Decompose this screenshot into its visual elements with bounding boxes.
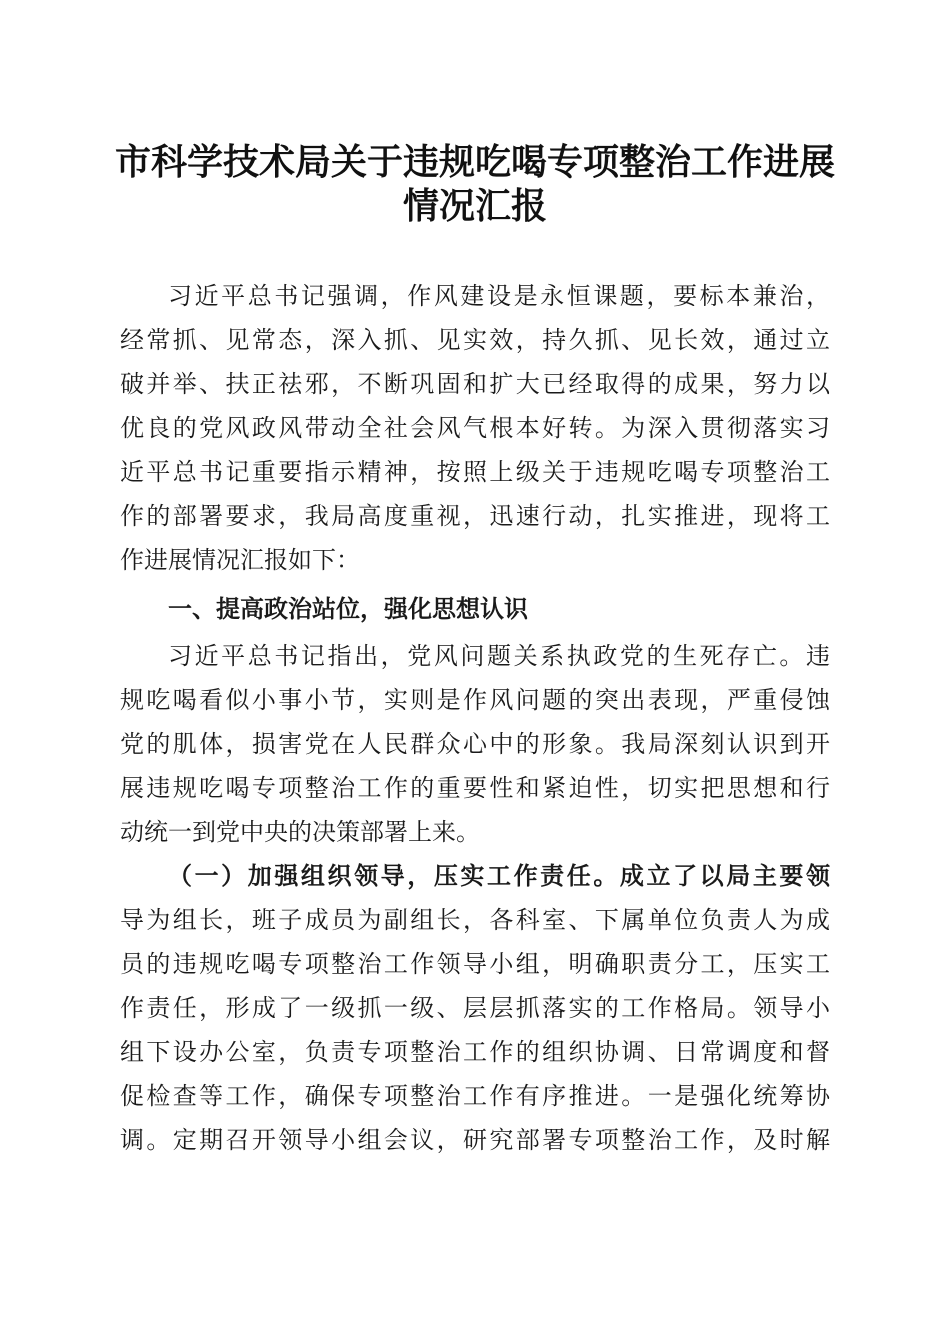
body-line: 规吃喝看似小事小节，实则是作风问题的突出表现，严重侵蚀 bbox=[120, 686, 830, 714]
body-line: 作的部署要求，我局高度重视，迅速行动，扎实推进，现将工 bbox=[120, 502, 830, 530]
document-title-line-1: 市科学技术局关于违规吃喝专项整治工作进展 bbox=[114, 141, 835, 183]
body-line: 导为组长，班子成员为副组长，各科室、下属单位负责人为成 bbox=[120, 906, 830, 934]
document-title-line-2: 情况汇报 bbox=[402, 185, 547, 227]
body-line: 展违规吃喝专项整治工作的重要性和紧迫性，切实把思想和行 bbox=[120, 774, 830, 802]
body-line: 破并举、扶正祛邪，不断巩固和扩大已经取得的成果，努力以 bbox=[120, 370, 830, 398]
body-line: 近平总书记重要指示精神，按照上级关于违规吃喝专项整治工 bbox=[120, 458, 830, 486]
body-line: 经常抓、见常态，深入抓、见实效，持久抓、见长效，通过立 bbox=[120, 326, 830, 354]
body-line: 调。定期召开领导小组会议，研究部署专项整治工作，及时解 bbox=[120, 1126, 830, 1154]
body-line: 党的肌体，损害党在人民群众心中的形象。我局深刻认识到开 bbox=[120, 730, 830, 758]
body-line: 员的违规吃喝专项整治工作领导小组，明确职责分工，压实工 bbox=[120, 950, 830, 978]
section-heading: 一、提高政治站位，强化思想认识 bbox=[168, 595, 528, 623]
body-line: 动统一到党中央的决策部署上来。 bbox=[120, 818, 480, 846]
body-line: 优良的党风政风带动全社会风气根本好转。为深入贯彻落实习 bbox=[120, 414, 830, 442]
body-line: 习近平总书记指出，党风问题关系执政党的生死存亡。违 bbox=[168, 642, 830, 670]
subsection-label: （一） bbox=[168, 861, 248, 890]
body-line: 促检查等工作，确保专项整治工作有序推进。一是强化统筹协 bbox=[120, 1082, 830, 1110]
subsection-text: 加强组织领导，压实工作责任。成立了以局主要领 bbox=[247, 861, 830, 890]
subsection-line bbox=[168, 858, 830, 894]
body-line: 习近平总书记强调，作风建设是永恒课题，要标本兼治， bbox=[168, 282, 830, 310]
body-line: 组下设办公室，负责专项整治工作的组织协调、日常调度和督 bbox=[120, 1038, 830, 1066]
body-line: 作进展情况汇报如下： bbox=[120, 546, 360, 574]
body-line: 作责任，形成了一级抓一级、层层抓落实的工作格局。领导小 bbox=[120, 994, 830, 1022]
